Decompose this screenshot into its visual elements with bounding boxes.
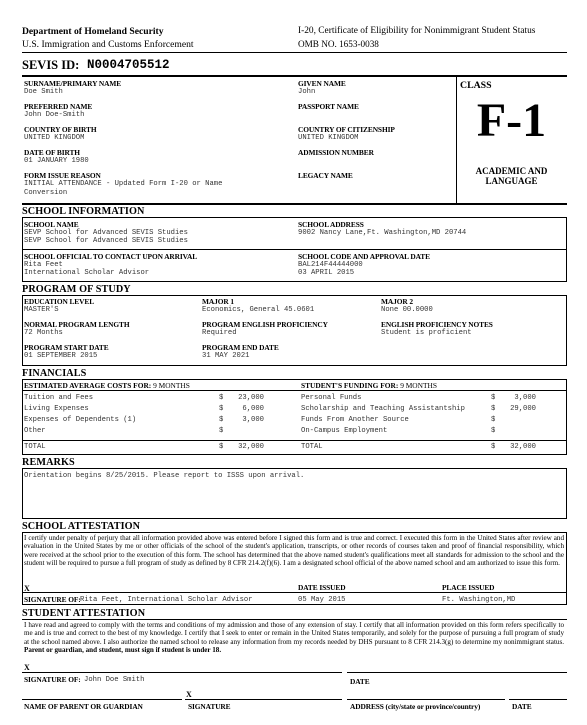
funding-total-value: 32,000 (510, 443, 536, 451)
major2-value: None 00.0000 (381, 306, 433, 314)
funding-name: Scholarship and Teaching Assistantship (301, 405, 465, 413)
program-end-date-label: PROGRAM END DATE (202, 343, 279, 352)
cost-currency: $ (219, 416, 224, 424)
surname-value: Doe Smith (24, 88, 63, 96)
major2-label: MAJOR 2 (381, 297, 413, 306)
funding-amount: 29,000 (510, 405, 536, 413)
cost-currency: $ (219, 394, 224, 402)
english-proficiency-label: PROGRAM ENGLISH PROFICIENCY (202, 320, 328, 329)
program-start-date-label: PROGRAM START DATE (24, 343, 109, 352)
date-of-birth-label: DATE OF BIRTH (24, 148, 80, 157)
parent-name-line (22, 699, 182, 700)
school-information-heading: SCHOOL INFORMATION (22, 206, 145, 217)
admission-number-label: ADMISSION NUMBER (298, 148, 374, 157)
financials-total-divider (22, 440, 567, 441)
program-start-date-value: 01 SEPTEMBER 2015 (24, 352, 98, 360)
class-desc-line2: LANGUAGE (485, 176, 538, 186)
school-attestation-text: I certify under penalty of perjury that all information provided above was entered before I signed this form and is true and correct. I executed this form in the United States after review and evaluation in the United States by me or other officials of the school of the student's application, transcripts, or other records of courses taken and proof of financial responsibility, which were received at the school prior to the execution of this form. The school has determined that the above named student's qualifications meet all standards for admission to the school and the student will be required to pursue a full program of study as defined by 8 CFR 214.2(f)(6). I am a designated school official of the above named school and am authorized to issue this form. (24, 534, 564, 568)
student-date-line (347, 672, 567, 673)
parent-name-label: NAME OF PARENT OR GUARDIAN (24, 702, 143, 711)
program-end-date-value: 31 MAY 2021 (202, 352, 250, 360)
education-level-label: EDUCATION LEVEL (24, 297, 95, 306)
surname-label: SURNAME/PRIMARY NAME (24, 79, 122, 88)
cost-amount: 23,000 (238, 394, 264, 402)
preferred-name-label: PREFERRED NAME (24, 102, 93, 111)
cost-name: Expenses of Dependents (1) (24, 416, 137, 424)
funding-header (301, 381, 437, 390)
school-name-line1: SEVP School for Advanced SEVIS Studies (24, 229, 188, 237)
header-divider (22, 52, 567, 53)
personal-divider (22, 203, 567, 205)
country-of-citizenship-value: UNITED KINGDOM (298, 134, 359, 142)
student-signature-x: X (24, 663, 30, 672)
form-title: I-20, Certificate of Eligibility for Nonimmigrant Student Status (298, 26, 536, 36)
funding-label: STUDENT'S FUNDING FOR: (301, 381, 399, 390)
school-approval-date: 03 APRIL 2015 (298, 269, 355, 277)
student-signature-value: John Doe Smith (84, 676, 145, 684)
remarks-heading: REMARKS (22, 457, 75, 468)
student-attestation-body: I have read and agreed to comply with the terms and conditions of my admission and those of any extension of stay. I certify that all information provided on this form refers specifically to me and is true and correct to the best of my knowledge. I certify that I seek to enter or remain in the United States temporarily, and solely for the purpose of pursuing a full program of study at the school named above. I also authorize the named school to release any information from my records needed by DHS pursuant to 8 CFR 214.3(g) to determine my nonimmigrant status. (24, 621, 564, 646)
school-code-value: BAL214F44444000 (298, 261, 363, 269)
parent-address-label: ADDRESS (city/state or province/country) (350, 702, 481, 711)
cost-currency: $ (219, 405, 224, 413)
school-official-label: SCHOOL OFFICIAL TO CONTACT UPON ARRIVAL (24, 252, 198, 261)
student-signature-line (22, 672, 342, 673)
class-desc-line1: ACADEMIC AND (475, 166, 548, 176)
school-official-name: Rita Feet (24, 261, 63, 269)
sevis-id-label: SEVIS ID: (22, 58, 80, 72)
student-attestation-text (24, 621, 564, 655)
education-level-value: MASTER'S (24, 306, 59, 314)
omb-number: OMB NO. 1653-0038 (298, 39, 379, 49)
country-of-birth-label: COUNTRY OF BIRTH (24, 125, 97, 134)
cost-name: Tuition and Fees (24, 394, 94, 402)
country-of-citizenship-label: COUNTRY OF CITIZENSHIP (298, 125, 395, 134)
department-name: Department of Homeland Security (22, 26, 164, 37)
given-name-value: John (298, 88, 316, 96)
student-signature-label: SIGNATURE OF: (24, 675, 81, 684)
sevis-id-value: N0004705512 (87, 58, 170, 72)
english-proficiency-value: Required (202, 329, 237, 337)
parent-signature-line (185, 699, 342, 700)
class-value: F-1 (476, 94, 547, 147)
parent-signature-label: SIGNATURE (188, 702, 231, 711)
financials-heading: FINANCIALS (22, 368, 87, 379)
school-signature-line (22, 592, 567, 593)
school-row-divider (22, 249, 567, 250)
remarks-text: Orientation begins 8/25/2015. Please report to ISSS upon arrival. (24, 472, 305, 480)
major1-value: Economics, General 45.0601 (202, 306, 315, 314)
school-signature-x: X (24, 584, 30, 593)
program-of-study-heading: PROGRAM OF STUDY (22, 284, 131, 295)
school-attestation-heading: SCHOOL ATTESTATION (22, 521, 141, 532)
form-issue-reason-label: FORM ISSUE REASON (24, 171, 101, 180)
funding-name: Funds From Another Source (301, 416, 409, 424)
parent-date-line (509, 699, 567, 700)
program-length-value: 72 Months (24, 329, 63, 337)
costs-total-currency: $ (219, 443, 224, 451)
funding-period: 9 MONTHS (400, 381, 437, 390)
funding-amount: 3,000 (514, 394, 536, 402)
cost-name: Living Expenses (24, 405, 89, 413)
place-issued-label: PLACE ISSUED (442, 583, 495, 592)
parent-address-line (347, 699, 505, 700)
form-issue-reason-line2: Conversion (24, 189, 68, 197)
costs-total-label: TOTAL (24, 443, 46, 451)
funding-total-label: TOTAL (301, 443, 323, 451)
school-address-label: SCHOOL ADDRESS (298, 220, 364, 229)
costs-label: ESTIMATED AVERAGE COSTS FOR: (24, 381, 152, 390)
preferred-name-value: John Doe-Smith (24, 111, 85, 119)
school-code-label: SCHOOL CODE AND APPROVAL DATE (298, 252, 430, 261)
cost-name: Other (24, 427, 46, 435)
student-attestation-bold: Parent or guardian, and student, must sign if student is under 18. (24, 646, 222, 655)
school-name-line2: SEVP School for Advanced SEVIS Studies (24, 237, 188, 245)
student-date-label: DATE (350, 677, 370, 686)
funding-currency: $ (491, 416, 496, 424)
english-proficiency-notes-value: Student is proficient (381, 329, 472, 337)
cost-amount: 6,000 (242, 405, 264, 413)
funding-currency: $ (491, 427, 496, 435)
funding-name: Personal Funds (301, 394, 362, 402)
agency-name: U.S. Immigration and Customs Enforcement (22, 39, 194, 50)
student-attestation-top-line (22, 619, 567, 620)
financials-header-divider (22, 390, 567, 391)
cost-currency: $ (219, 427, 224, 435)
date-issued-value: 05 May 2015 (298, 596, 346, 604)
costs-total-value: 32,000 (238, 443, 264, 451)
legacy-name-label: LEGACY NAME (298, 171, 353, 180)
parent-date-label: DATE (512, 702, 532, 711)
costs-header (24, 381, 190, 390)
school-address-value: 9002 Nancy Lane,Ft. Washington,MD 20744 (298, 229, 467, 237)
country-of-birth-value: UNITED KINGDOM (24, 134, 85, 142)
student-attestation-heading: STUDENT ATTESTATION (22, 608, 146, 619)
funding-currency: $ (491, 394, 496, 402)
funding-currency: $ (491, 405, 496, 413)
school-official-title: International Scholar Advisor (24, 269, 150, 277)
place-issued-value: Ft. Washington,MD (442, 596, 516, 604)
passport-name-label: PASSPORT NAME (298, 102, 359, 111)
form-issue-reason-line1: INITIAL ATTENDANCE - Updated Form I-20 or Name (24, 180, 223, 188)
given-name-label: GIVEN NAME (298, 79, 346, 88)
class-label: CLASS (460, 80, 492, 91)
school-signature-label: SIGNATURE OF: (24, 595, 81, 604)
costs-period: 9 MONTHS (153, 381, 190, 390)
sevis-divider (22, 75, 567, 77)
english-proficiency-notes-label: ENGLISH PROFICIENCY NOTES (381, 320, 493, 329)
date-of-birth-value: 01 JANUARY 1980 (24, 157, 89, 165)
major1-label: MAJOR 1 (202, 297, 234, 306)
date-issued-label: DATE ISSUED (298, 583, 346, 592)
school-signature-value: Rita Feet, International Scholar Advisor (80, 596, 253, 604)
school-name-label: SCHOOL NAME (24, 220, 79, 229)
program-length-label: NORMAL PROGRAM LENGTH (24, 320, 130, 329)
funding-total-currency: $ (491, 443, 496, 451)
parent-signature-x: X (186, 690, 192, 699)
cost-amount: 3,000 (242, 416, 264, 424)
funding-name: On-Campus Employment (301, 427, 388, 435)
